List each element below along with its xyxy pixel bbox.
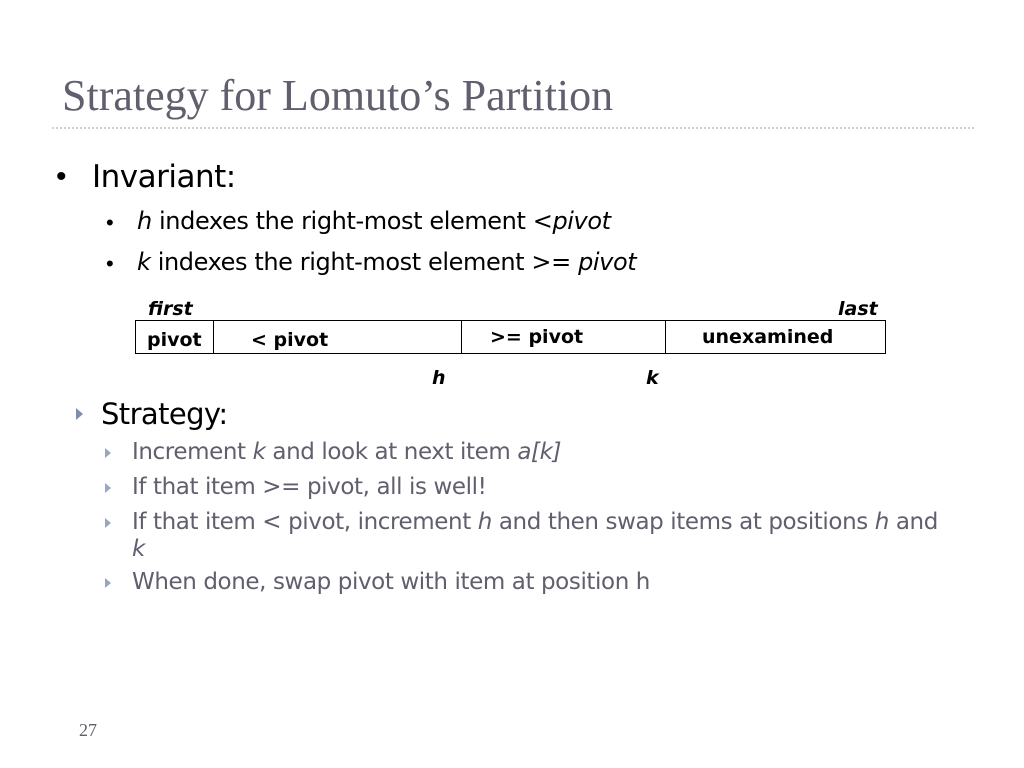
- arrow-bullet-icon: [105, 448, 111, 458]
- invariant-item-h: [137, 207, 611, 235]
- invariant-item-text: indexes the right-most element >=: [150, 248, 579, 276]
- strategy-item-text: Increment: [132, 439, 253, 465]
- arrow-bullet-icon: [105, 578, 111, 588]
- strategy-item-2: If that item >= pivot, all is well!: [132, 474, 487, 500]
- invariant-item-k: [137, 248, 636, 276]
- less-than-pivot-cell: [214, 321, 461, 353]
- pivot-cell: [136, 321, 214, 353]
- var-pivot: pivot: [578, 248, 637, 276]
- var-h: h: [137, 207, 152, 235]
- strategy-heading: Strategy:: [101, 397, 228, 431]
- h-label: h: [432, 367, 446, 389]
- strategy-item-text: If that item < pivot, increment: [132, 509, 478, 535]
- greater-equal-pivot-cell: [461, 321, 666, 353]
- strategy-item-4: When done, swap pivot with item at position h: [132, 569, 650, 595]
- var-h: h: [477, 509, 492, 535]
- slide-title: Strategy for Lomuto’s Partition: [62, 71, 614, 120]
- bullet-dot: •: [56, 160, 67, 193]
- first-label: first: [148, 298, 193, 320]
- invariant-heading: Invariant:: [92, 159, 236, 195]
- bullet-dot: •: [106, 210, 114, 235]
- var-k: k: [252, 439, 266, 465]
- k-label: k: [646, 367, 659, 389]
- invariant-item-text: indexes the right-most element <: [151, 207, 553, 235]
- strategy-item-text: and: [888, 509, 938, 535]
- strategy-item-3: [132, 509, 938, 535]
- last-label: last: [838, 298, 878, 320]
- var-k: k: [137, 248, 151, 276]
- var-k: k: [132, 536, 145, 562]
- bullet-dot: •: [106, 251, 114, 276]
- strategy-item-1: [132, 439, 561, 465]
- strategy-item-3-wrap: [132, 536, 145, 562]
- arrow-bullet-icon: [105, 483, 111, 493]
- pivot-cell-label: pivot: [147, 329, 202, 351]
- var-pivot: pivot: [552, 207, 611, 235]
- page-number: 27: [79, 720, 97, 740]
- title-divider: [52, 127, 974, 129]
- strategy-item-text: and look at next item: [265, 439, 518, 465]
- arrow-bullet-icon: [76, 408, 83, 420]
- strategy-item-text: and then swap items at positions: [491, 509, 875, 535]
- var-h: h: [874, 509, 889, 535]
- greater-equal-pivot-label: >= pivot: [490, 326, 584, 348]
- arrow-bullet-icon: [105, 518, 111, 528]
- less-than-pivot-label: < pivot: [251, 329, 329, 351]
- unexamined-cell: [666, 321, 885, 353]
- partition-array-bar: [135, 320, 886, 354]
- var-a-k: a[k]: [517, 439, 562, 465]
- unexamined-label: unexamined: [702, 326, 834, 348]
